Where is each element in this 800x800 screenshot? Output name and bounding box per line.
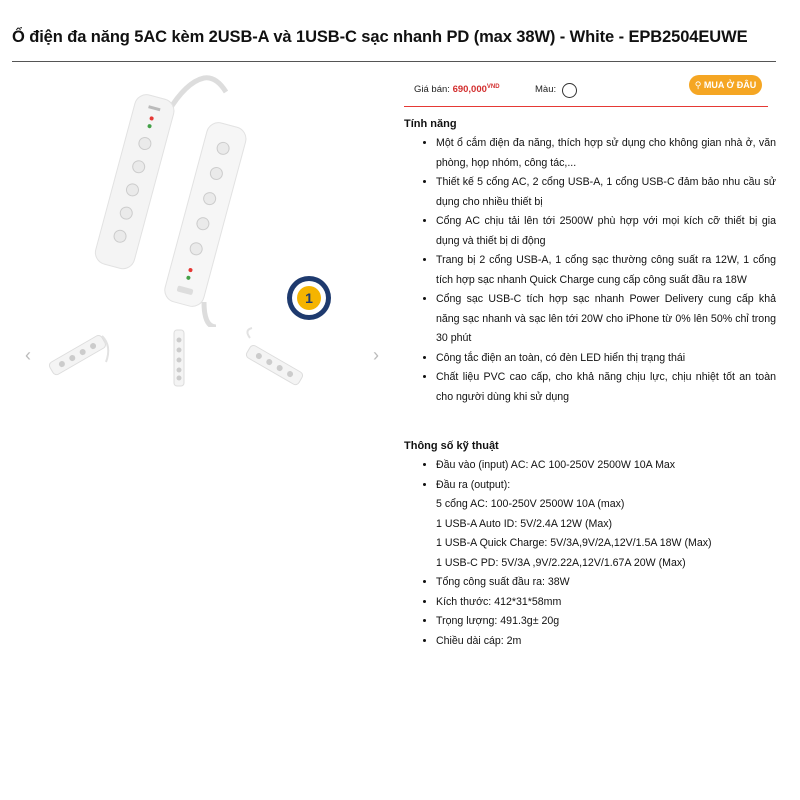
spec-output-line: 5 cổng AC: 100-250V 2500W 10A (max): [436, 498, 625, 510]
spec-output-line: 1 USB-A Auto ID: 5V/2.4A 12W (Max): [436, 517, 613, 530]
thumbnail-1[interactable]: [40, 326, 120, 390]
color-swatch-white[interactable]: [562, 83, 577, 98]
specs-list: [426, 456, 776, 651]
features-list: [426, 134, 776, 407]
product-title: Ổ điện đa năng 5AC kèm 2USB-A và 1USB-C sạc nhanh PD (max 38W) - White - EPB2504EUWE: [12, 28, 748, 46]
spec-output-line: 1 USB-C PD: 5V/3A ,9V/2.22A,12V/1.67A 20W (Max): [436, 556, 686, 569]
list-item: • Cổng sạc USB-C tích hợp sạc nhanh Power Delivery cung cấp khả năng sạc nhanh và sạc lên tới 20W cho iPhone từ 0% lên 50% chỉ trong 30 phút: [436, 290, 776, 349]
list-item: • Cổng AC chịu tải lên tới 2500W phù hợp với mọi kích cỡ thiết bị gia dụng và thiết bị di động: [436, 212, 776, 251]
features-heading: Tính năng: [404, 118, 457, 130]
price-block: [414, 84, 500, 95]
location-pin-icon: ⚲: [694, 80, 704, 90]
list-item: • Chất liệu PVC cao cấp, cho khả năng chịu lực, chịu nhiệt tốt an toàn cho người dùng khi sử dụng: [436, 368, 776, 407]
color-label: Màu:: [535, 84, 557, 95]
svg-text:1: 1: [305, 290, 313, 306]
list-item: • Một ổ cắm điện đa năng, thích hợp sử dụng cho không gian nhà ở, văn phòng, họp nhóm, công tác,...: [436, 134, 776, 173]
spec-weight: • Trọng lượng: 491.3g± 20g: [436, 612, 776, 632]
where-to-buy-button[interactable]: ⚲ MUA Ở ĐÂU: [689, 75, 762, 95]
list-item: • Công tắc điện an toàn, có đèn LED hiển thị trạng thái: [436, 349, 776, 369]
warranty-badge-icon: [287, 276, 331, 320]
specs-heading: Thông số kỹ thuật: [404, 440, 499, 452]
spec-dimensions: • Kích thước: 412*31*58mm: [436, 593, 776, 613]
price-label: Giá bán:: [414, 84, 450, 96]
thumbnail-strip: [40, 326, 370, 390]
thumbnail-3[interactable]: [238, 326, 318, 390]
spec-input: • Đầu vào (input) AC: AC 100-250V 2500W 10A Max: [436, 456, 776, 476]
thumbnail-2[interactable]: [140, 326, 220, 390]
spec-cable: • Chiều dài cáp: 2m: [436, 632, 776, 652]
purchase-bar: [404, 70, 768, 107]
spec-total-power: • Tổng công suất đầu ra: 38W: [436, 573, 776, 593]
main-product-image[interactable]: [76, 72, 338, 327]
title-divider: [12, 61, 776, 62]
price-currency: VND: [486, 84, 500, 90]
chevron-right-icon[interactable]: ›: [373, 345, 379, 365]
list-item: • Thiết kế 5 cổng AC, 2 cổng USB-A, 1 cổng USB-C đảm bảo nhu cầu sử dụng cho nhiều thiết bị: [436, 173, 776, 212]
chevron-left-icon[interactable]: ‹: [25, 345, 31, 365]
spec-output-line: 1 USB-A Quick Charge: 5V/3A,9V/2A,12V/1.5A 18W (Max): [436, 537, 712, 549]
product-gallery: [22, 68, 384, 398]
price-value: $690,000^{VND}$: [452, 84, 500, 96]
list-item: • Trang bị 2 cổng USB-A, 1 cổng sạc thường công suất ra 12W, 1 cổng tích hợp sạc nhanh Quick Charge cung cấp công suất đầu ra 18W: [436, 251, 776, 290]
spec-output-label: • Đầu ra (output):: [436, 476, 776, 496]
